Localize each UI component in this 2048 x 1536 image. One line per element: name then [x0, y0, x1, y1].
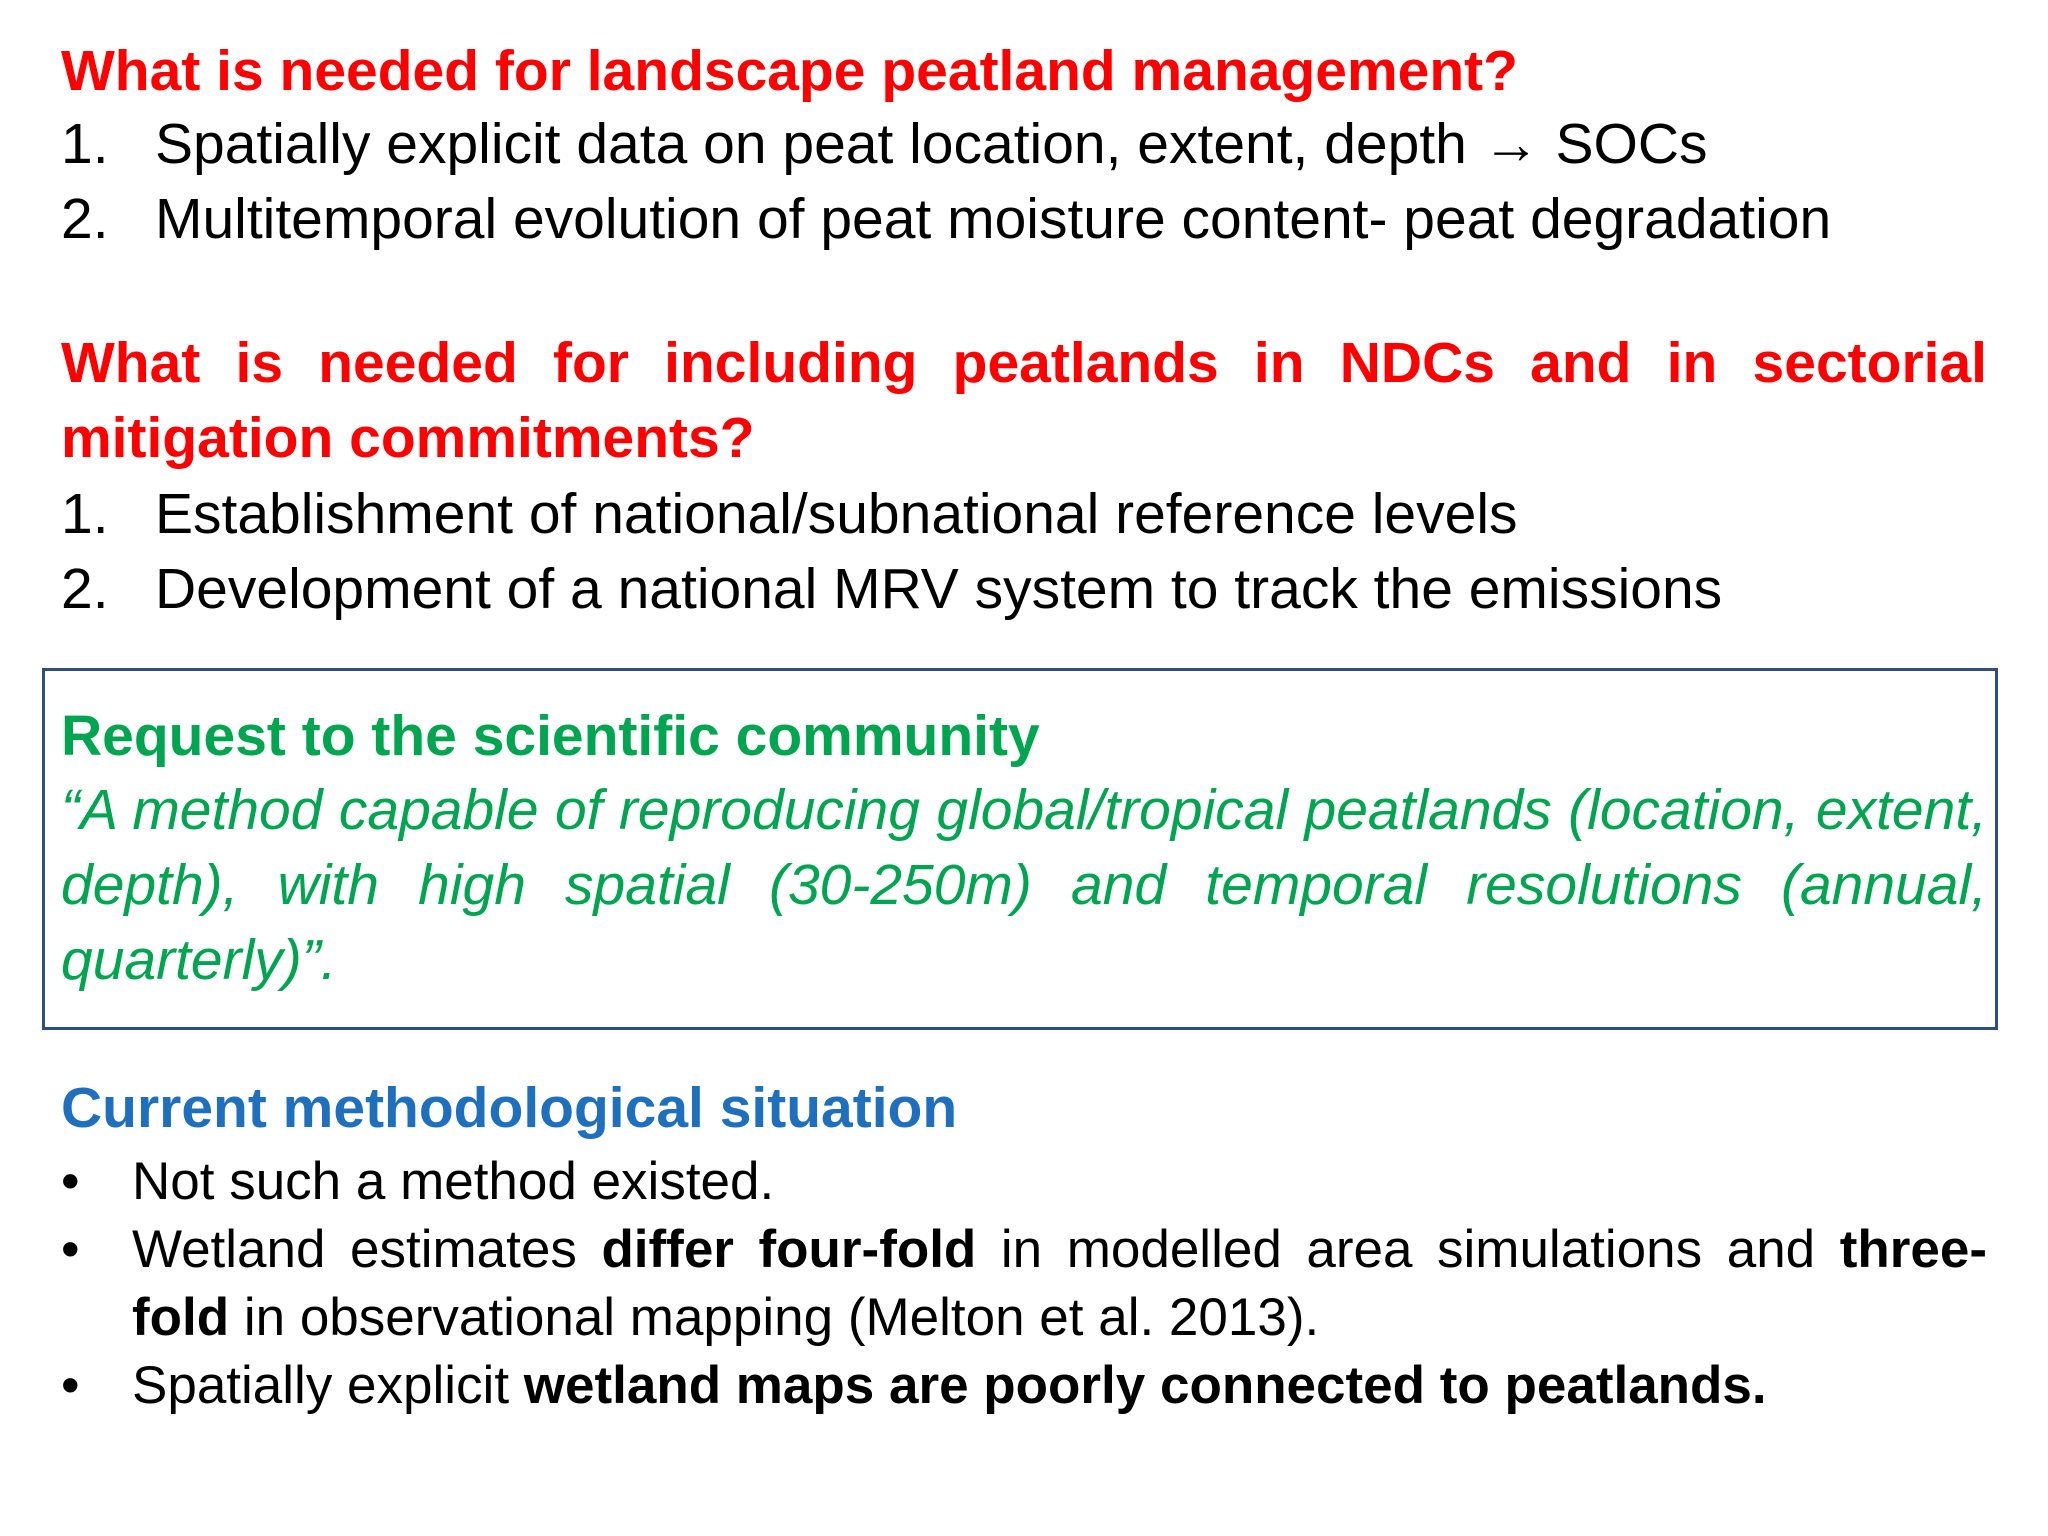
section-heading-landscape-management: What is needed for landscape peatland management?	[61, 39, 1518, 103]
bullet-icon: •	[61, 1152, 80, 1211]
request-quote: “A method capable of reproducing global/tropical peatlands (location, extent, depth), with high spatial (30-250m) and temporal resolutions (annual, quarterly)”.	[61, 778, 1987, 992]
list-number: 2.	[61, 187, 109, 251]
bullet-emphasis: three-fold	[132, 1220, 1987, 1347]
list-item	[61, 107, 1831, 182]
situation-bullets	[61, 1148, 1987, 1420]
section-heading-ndcs: What is needed for including peatlands in NDCs and in sectorial mitigation commitments?	[61, 331, 1987, 470]
bullet-text: Not such a method existed.	[132, 1152, 775, 1211]
situation-heading: Current methodological situation	[61, 1076, 958, 1140]
list-item	[61, 182, 1831, 257]
bullet-icon: •	[61, 1356, 80, 1415]
list-item-text: Spatially explicit data on peat location, extent, depth → SOCs	[155, 112, 1708, 176]
list-item-text: Establishment of national/subnational reference levels	[155, 482, 1518, 546]
bullet-icon: •	[61, 1220, 80, 1279]
landscape-needs-list	[61, 107, 1831, 257]
bullet-item	[61, 1216, 1987, 1352]
bullet-emphasis: wetland maps are poorly connected to peatlands.	[523, 1356, 1767, 1415]
list-item	[61, 552, 1722, 627]
list-item	[61, 477, 1722, 552]
bullet-emphasis: differ four-fold	[601, 1220, 977, 1279]
bullet-text: Wetland estimates	[132, 1220, 602, 1279]
ndc-needs-list	[61, 477, 1722, 627]
request-heading: Request to the scientific community	[61, 704, 1040, 768]
bullet-item	[61, 1352, 1987, 1420]
bullet-text: Spatially explicit	[132, 1356, 524, 1415]
list-number: 2.	[61, 557, 109, 621]
bullet-text: in observational mapping (Melton et al. 2013).	[229, 1288, 1320, 1347]
list-item-text: Multitemporal evolution of peat moisture content- peat degradation	[155, 187, 1832, 251]
bullet-item	[61, 1148, 1987, 1216]
list-item-text: Development of a national MRV system to track the emissions	[155, 557, 1723, 621]
list-number: 1.	[61, 482, 109, 546]
list-number: 1.	[61, 112, 109, 176]
bullet-text: in modelled area simulations and	[976, 1220, 1840, 1279]
